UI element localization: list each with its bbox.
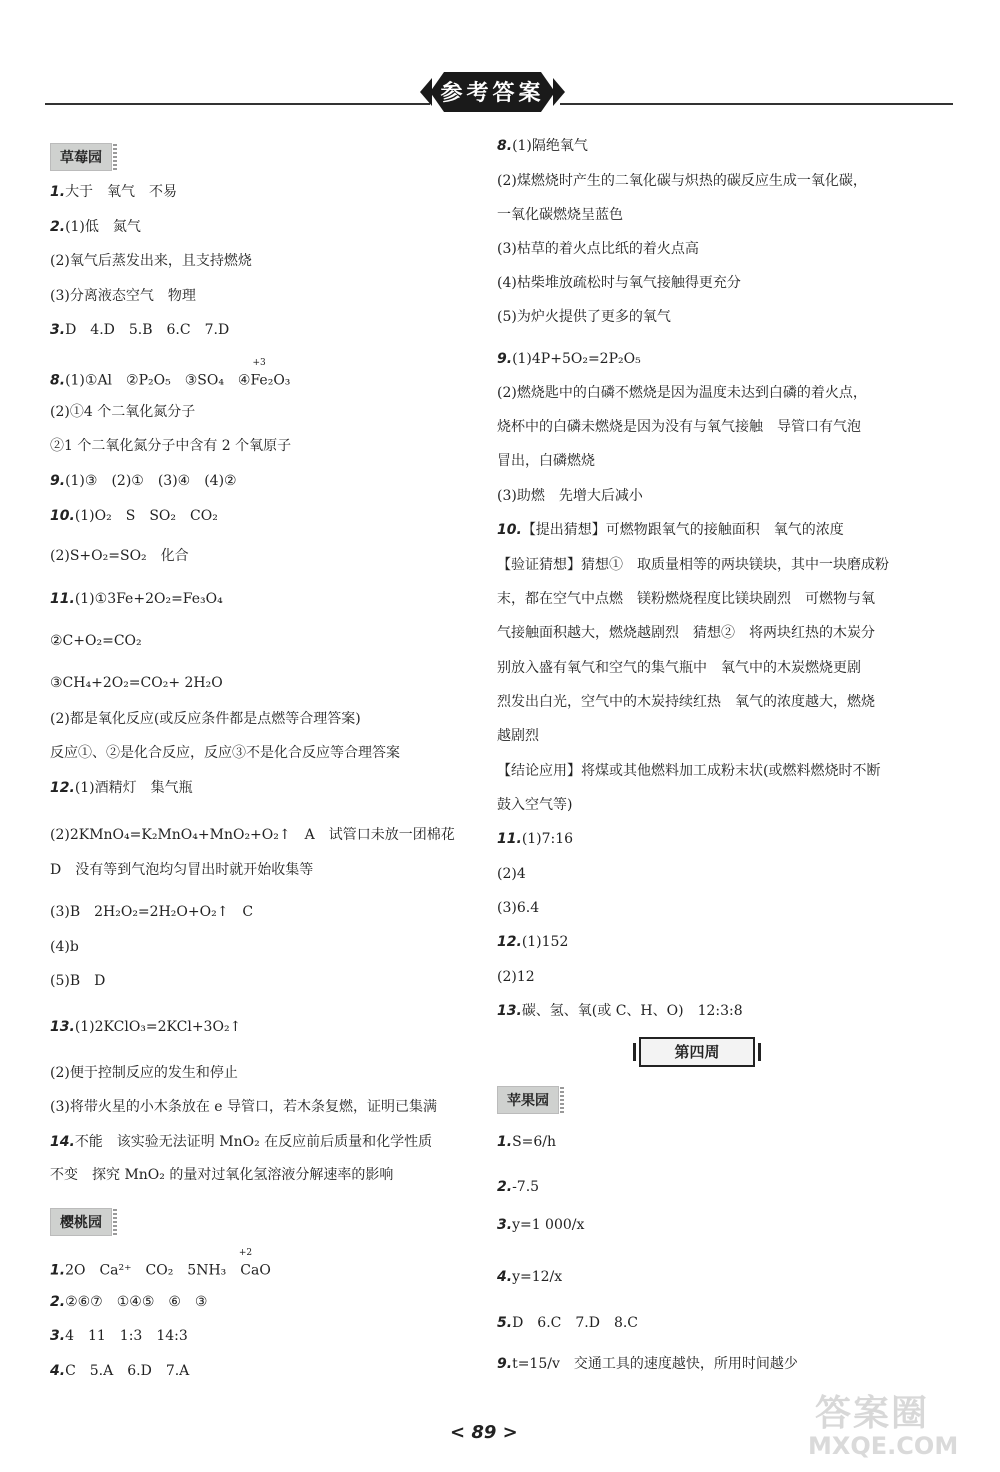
answer-line: 8.(1)①Al ②P₂O₅ ③SO₄ ④Fe₂O₃$^{+3}$ xyxy=(50,358,291,389)
answer-line: 【结论应用】将煤或其他燃料加工成粉末状(或燃料燃烧时不断 xyxy=(497,763,881,779)
answer-line: (2)4 xyxy=(497,866,526,882)
answer-line: 2.-7.5 xyxy=(497,1179,540,1195)
answer-line: 不变 探究 MnO₂ 的量对过氧化氢溶液分解速率的影响 xyxy=(50,1167,394,1183)
answer-line: 别放入盛有氧气和空气的集气瓶中 氧气中的木炭燃烧更剧 xyxy=(497,660,861,676)
answer-line: 9.(1)4P+5O₂=2P₂O₅ xyxy=(497,351,641,367)
answer-line: (2)都是氧化反应(或反应条件都是点燃等合理答案) xyxy=(50,711,361,727)
answer-line: 烈发出白光，空气中的木炭持续红热 氧气的浓度越大，燃烧 xyxy=(497,694,875,710)
header-rule-left xyxy=(45,103,430,105)
answer-line: 9.t=15/v 交通工具的速度越快，所用时间越少 xyxy=(497,1356,798,1372)
answer-line: (2)煤燃烧时产生的二氧化碳与炽热的碳反应生成一氧化碳， xyxy=(497,173,867,189)
watermark-url: MXQE.COM xyxy=(808,1432,959,1460)
answer-line: 3.4 11 1:3 14:3 xyxy=(50,1328,188,1344)
answer-line: 14.不能 该实验无法证明 MnO₂ 在反应前后质量和化学性质 xyxy=(50,1134,433,1150)
answer-line: 10.(1)O₂ S SO₂ CO₂ xyxy=(50,508,218,524)
answer-line: 烧杯中的白磷未燃烧是因为没有与氧气接触 导管口有气泡 xyxy=(497,419,861,435)
answer-line: 4.C 5.A 6.D 7.A xyxy=(50,1363,190,1379)
answer-line: (3)助燃 先增大后减小 xyxy=(497,488,643,504)
answer-line: (2)S+O₂=SO₂ 化合 xyxy=(50,548,189,564)
answer-line: 越剧烈 xyxy=(497,728,539,744)
answer-line: D 没有等到气泡均匀冒出时就开始收集等 xyxy=(50,862,314,878)
answer-line: 12.(1)152 xyxy=(497,934,569,950)
answer-line: (2)燃烧匙中的白磷不燃烧是因为温度未达到白磷的着火点， xyxy=(497,385,867,401)
answer-line: 8.(1)隔绝氧气 xyxy=(497,138,588,154)
answer-line: 10.【提出猜想】可燃物跟氧气的接触面积 氧气的浓度 xyxy=(497,522,844,538)
answer-line: (5)为炉火提供了更多的氧气 xyxy=(497,309,671,325)
section-tag-apple: 苹果园 xyxy=(497,1086,559,1114)
header-title: 参考答案 xyxy=(440,81,545,106)
answer-line: (2)2KMnO₄=K₂MnO₄+MnO₂+O₂↑ A 试管口未放一团棉花 xyxy=(50,827,455,843)
answer-line: 一氧化碳燃烧呈蓝色 xyxy=(497,207,623,223)
answer-line: 3.D 4.D 5.B 6.C 7.D xyxy=(50,322,230,338)
answer-line: (3)分离液态空气 物理 xyxy=(50,288,196,304)
answer-line: (2)①4 个二氧化氮分子 xyxy=(50,404,196,420)
answer-line: (2)12 xyxy=(497,969,535,985)
watermark-logo: 答案圈 xyxy=(815,1393,930,1434)
answer-line: (5)B D xyxy=(50,973,106,989)
section-tag-strawberry: 草莓园 xyxy=(50,143,112,171)
answer-line: 11.(1)7:16 xyxy=(497,831,574,847)
answer-line: 5.D 6.C 7.D 8.C xyxy=(497,1315,639,1331)
section-tag-cherry: 樱桃园 xyxy=(50,1208,112,1236)
answer-line: 13.(1)2KClO₃=2KCl+3O₂↑ xyxy=(50,1019,242,1035)
answer-line: 1.大于 氧气 不易 xyxy=(50,184,178,200)
answer-line: 鼓入空气等) xyxy=(497,797,573,813)
answer-line: (3)6.4 xyxy=(497,900,540,916)
answer-line: (4)b xyxy=(50,939,79,955)
answer-line: 反应①、②是化合反应，反应③不是化合反应等合理答案 xyxy=(50,745,400,761)
answer-line: (3)枯草的着火点比纸的着火点高 xyxy=(497,241,699,257)
answer-line: 12.(1)酒精灯 集气瓶 xyxy=(50,780,193,796)
answer-line: ③CH₄+2O₂=CO₂+ 2H₂O xyxy=(50,675,223,691)
week-heading: 第四周 xyxy=(639,1037,755,1067)
answer-line: 2.(1)低 氮气 xyxy=(50,219,141,235)
answer-line: 3.y=1 000/x xyxy=(497,1217,585,1233)
answer-line: ②C+O₂=CO₂ xyxy=(50,633,142,649)
answer-line: 11.(1)①3Fe+2O₂=Fe₃O₄ xyxy=(50,591,223,607)
answer-line: (2)便于控制反应的发生和停止 xyxy=(50,1065,238,1081)
answer-line: (4)枯柴堆放疏松时与氧气接触得更充分 xyxy=(497,275,741,291)
page-number: < 89 > xyxy=(450,1422,518,1443)
answer-line: 冒出，白磷燃烧 xyxy=(497,453,595,469)
answer-line: 1.2O Ca²⁺ CO₂ 5NH₃ CaO$^{+2}$ xyxy=(50,1248,271,1279)
answer-line: 4.y=12/x xyxy=(497,1269,563,1285)
answer-line: (3)将带火星的小木条放在 e 导管口，若木条复燃，证明已集满 xyxy=(50,1099,438,1115)
header-rule-right xyxy=(560,103,953,105)
answer-line: 【验证猜想】猜想① 取质量相等的两块镁块，其中一块磨成粉 xyxy=(497,557,889,573)
answer-line: 9.(1)③ (2)① (3)④ (4)② xyxy=(50,473,237,489)
answer-line: 1.S=6/h xyxy=(497,1134,557,1150)
answer-line: 气接触面积越大，燃烧越剧烈 猜想② 将两块红热的木炭分 xyxy=(497,625,875,641)
answer-line: 2.②⑥⑦ ①④⑤ ⑥ ③ xyxy=(50,1294,208,1310)
answer-line: (2)氧气后蒸发出来，且支持燃烧 xyxy=(50,253,252,269)
answer-line: ②1 个二氧化氮分子中含有 2 个氧原子 xyxy=(50,438,292,454)
answer-line: 末，都在空气中点燃 镁粉燃烧程度比镁块剧烈 可燃物与氧 xyxy=(497,591,875,607)
answer-line: 13.碳、氢、氧(或 C、H、O) 12:3:8 xyxy=(497,1003,743,1019)
answer-line: (3)B 2H₂O₂=2H₂O+O₂↑ C xyxy=(50,904,254,920)
